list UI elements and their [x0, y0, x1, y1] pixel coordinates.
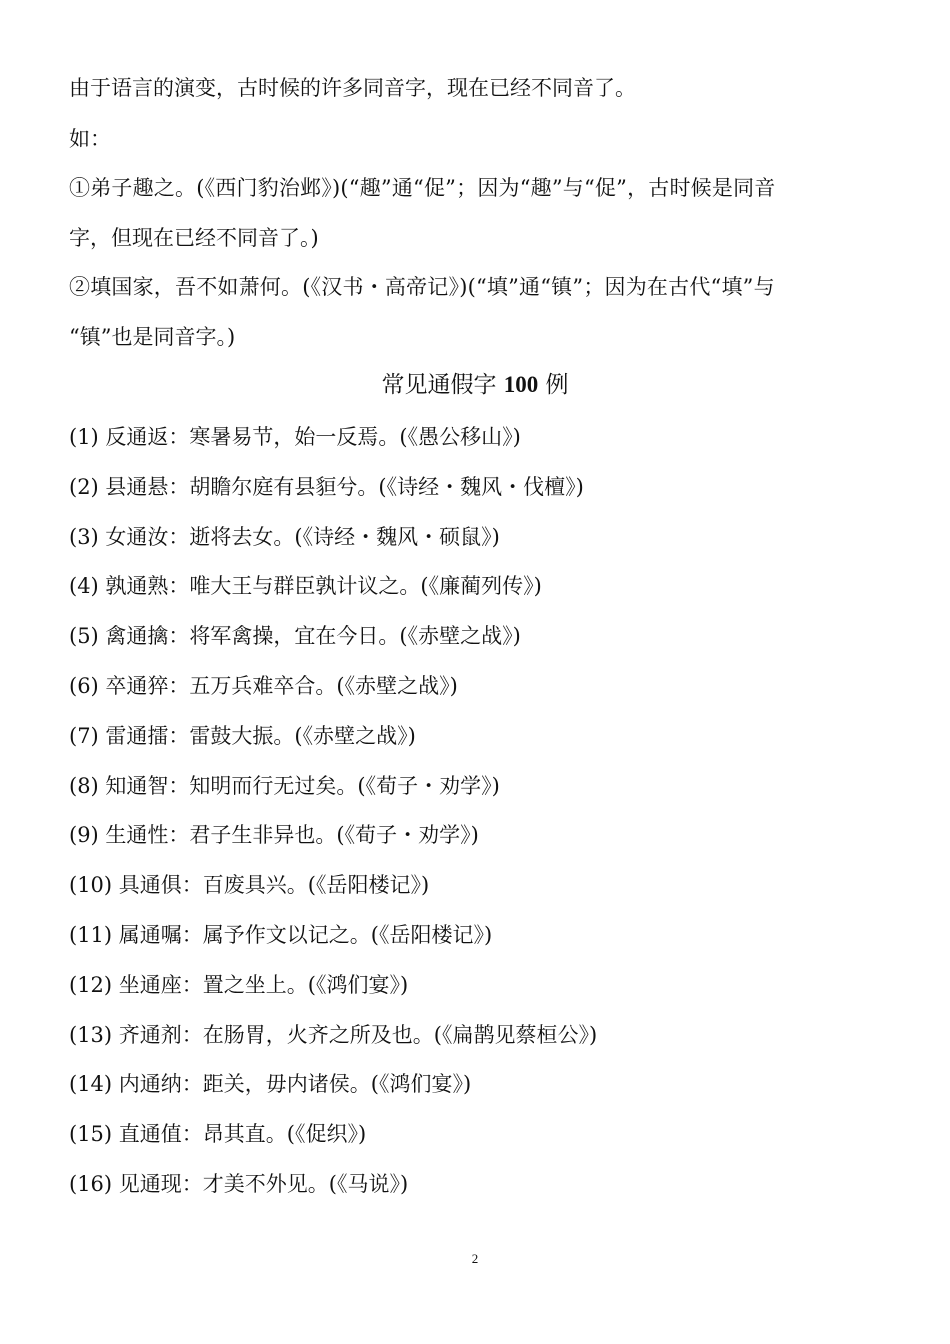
example-1-line-2: 字，但现在已经不同音了。) — [69, 226, 319, 250]
intro-example-label: 如： — [69, 127, 111, 151]
section-title-number: 100 — [503, 372, 539, 397]
list-item: (1) 反通返：寒暑易节，始一反焉。(《愚公移山》) — [69, 425, 521, 449]
list-item: (13) 齐通剂：在肠胃，火齐之所及也。(《扁鹊见蔡桓公》) — [69, 1022, 598, 1047]
section-title-suffix: 例 — [538, 372, 569, 398]
list-item: (12) 坐通座：置之坐上。(《鸿们宴》) — [69, 972, 409, 997]
list-item: (6) 卒通猝：五万兵难卒合。(《赤壁之战》) — [69, 673, 458, 698]
list-item: (16) 见通现：才美不外见。(《马说》) — [69, 1171, 409, 1196]
list-item: (4) 孰通熟：唯大王与群臣孰计议之。(《廉蔺列传》) — [69, 574, 542, 599]
list-item: (14) 内通纳：距关，毋内诸侯。(《鸿们宴》) — [69, 1072, 472, 1097]
list-item: (11) 属通嘱：属予作文以记之。(《岳阳楼记》) — [69, 922, 493, 947]
list-item: (8) 知通智：知明而行无过矣。(《荀子・劝学》) — [69, 773, 500, 798]
list-item: (3) 女通汝：逝将去女。(《诗经・魏风・硕鼠》) — [69, 524, 500, 549]
list-item: (5) 禽通擒：将军禽操，宜在今日。(《赤壁之战》) — [69, 624, 521, 649]
list-item: (9) 生通性：君子生非异也。(《荀子・劝学》) — [69, 823, 479, 848]
list-item: (15) 直通值：昂其直。(《促织》) — [69, 1122, 367, 1147]
section-title-prefix: 常见通假字 — [381, 372, 504, 398]
example-2-line-2: “镇”也是同音字。) — [69, 325, 236, 349]
intro-paragraph: 由于语言的演变，古时候的许多同音字，现在已经不同音了。 — [69, 76, 636, 100]
list-item: (7) 雷通擂：雷鼓大振。(《赤壁之战》) — [69, 723, 416, 748]
list-item: (10) 具通俱：百废具兴。(《岳阳楼记》) — [69, 873, 430, 898]
list-item: (2) 县通悬：胡瞻尔庭有县貆兮。(《诗经・魏风・伐檀》) — [69, 474, 584, 499]
tongjiazi-list — [69, 423, 597, 1220]
section-title — [0, 370, 950, 400]
page-number: 2 — [471, 1251, 479, 1266]
example-1-line-1: ①弟子趣之。(《西门豹治邺》)(“趣”通“促”；因为“趣”与“促”，古时候是同音 — [69, 176, 776, 200]
example-2-line-1: ②填国家，吾不如萧何。(《汉书・高帝记》)(“填”通“镇”；因为在古代“填”与 — [69, 275, 775, 299]
